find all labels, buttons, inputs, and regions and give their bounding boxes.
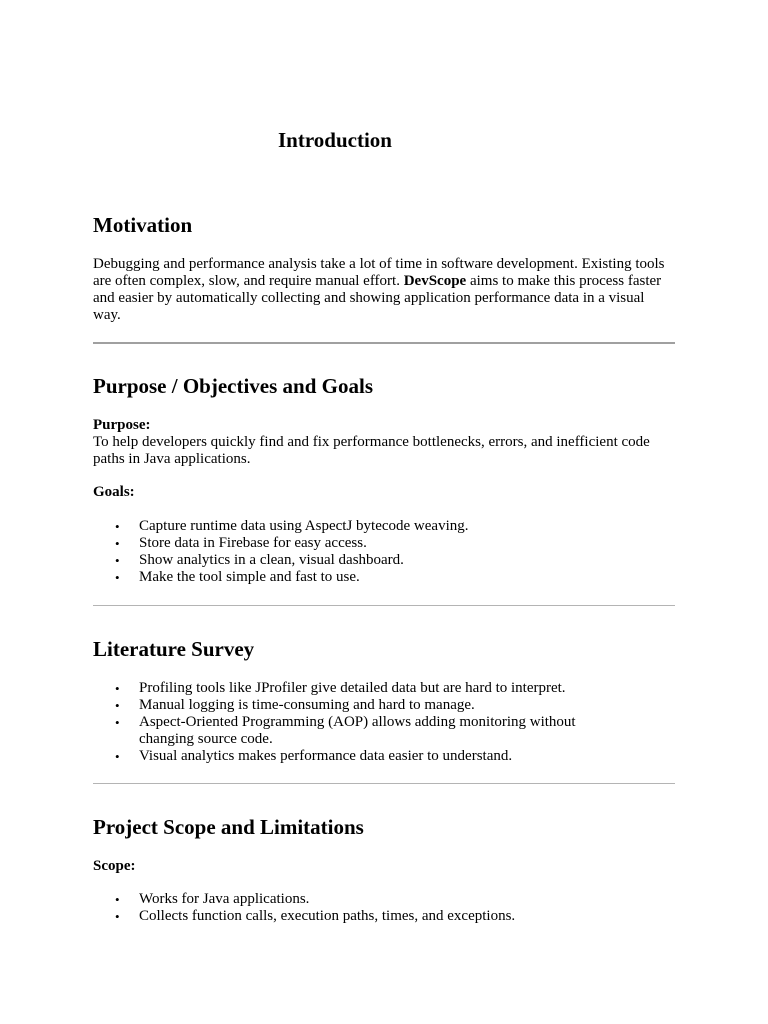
devscope-name: DevScope (403, 273, 467, 289)
motivation-heading: Motivation (93, 213, 193, 237)
motivation-paragraph (93, 256, 675, 324)
list-item: • Profiling tools like JProfiler give detailed data but are hard to interpret. (93, 680, 675, 697)
literature-heading: Literature Survey (93, 637, 255, 661)
purpose-label: Purpose: (93, 417, 151, 433)
list-item: • Make the tool simple and fast to use. (93, 569, 675, 586)
purpose-heading: Purpose / Objectives and Goals (93, 374, 374, 398)
section-divider (93, 783, 675, 784)
purpose-text: To help developers quickly find and fix performance bottlenecks, errors, and inefficient code paths in Java applications. (93, 434, 650, 467)
list-item: • Show analytics in a clean, visual dashboard. (93, 552, 675, 569)
list-item: • Manual logging is time-consuming and hard to manage. (93, 697, 675, 714)
list-item: • Visual analytics makes performance data easier to understand. (93, 748, 675, 765)
motivation-text-end: aims to make this process faster and easier by automatically collecting and showing application performance data in a visual way. (93, 273, 662, 323)
scope-list (93, 891, 675, 925)
section-divider (93, 342, 675, 344)
list-item: • Aspect-Oriented Programming (AOP) allows adding monitoring without changing source code. (93, 714, 675, 748)
section-divider (93, 605, 675, 606)
list-item: • Capture runtime data using AspectJ bytecode weaving. (93, 518, 675, 535)
goals-list (93, 518, 675, 586)
list-item: • Works for Java applications. (93, 891, 675, 908)
literature-list (93, 680, 675, 765)
document-title: Introduction (278, 128, 392, 152)
list-item: • Store data in Firebase for easy access. (93, 535, 675, 552)
list-item: • Collects function calls, execution paths, times, and exceptions. (93, 908, 675, 925)
scope-label: Scope: (93, 858, 136, 874)
motivation-text-start: Debugging and performance analysis take a lot of time in software development. Existing tools are often complex, slow, and require manual effort. (93, 256, 665, 289)
scope-heading: Project Scope and Limitations (93, 815, 364, 839)
goals-label: Goals: (93, 484, 135, 500)
